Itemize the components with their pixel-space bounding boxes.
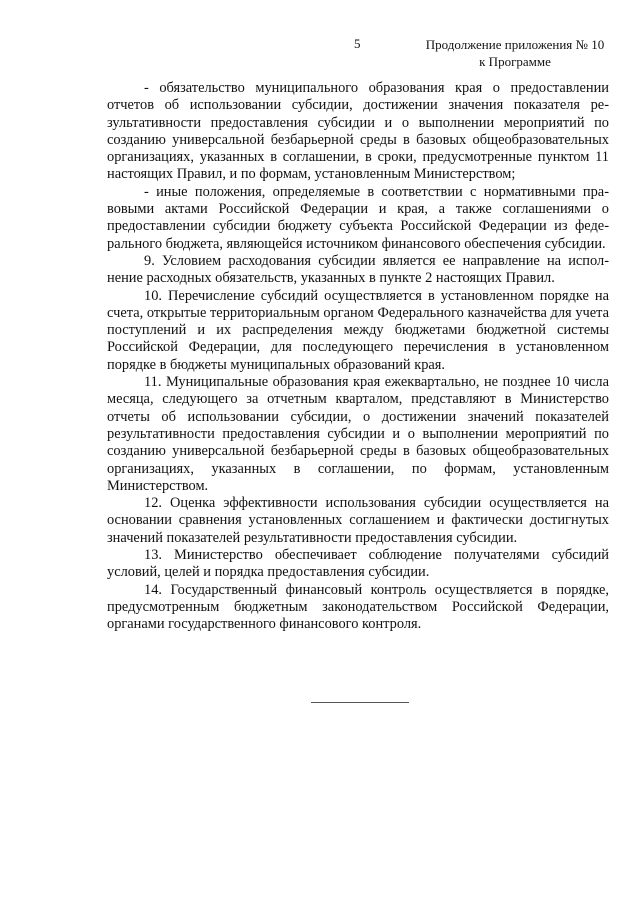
paragraph-11: 11. Муниципальные образования края ежеквартально, не позднее 10 числа месяца, следующего за отчетным кварталом, представляют в Министерство отчеты об использовании субсидии, о достижении значений показателей результативности предоставления субсидии и о выполнении мероприятий по созданию универсальной безбарьерной среды в базовых общеобразовательных организациях, указанных в соглашении, по формам, установленным Министерством. bbox=[107, 374, 609, 494]
paragraph-14: 14. Государственный финансовый контроль осуществляется в порядке, предусмотренным бюджетным законодательством Российской Федерации, органами государственного финансового контроля. bbox=[107, 581, 609, 633]
paragraph-10: 10. Перечисление субсидий осуществляется в установленном порядке на счета, открытые территориальным органом Федерального казначейства для учета поступлений и их распределения между бюджетами бюджетной системы Российской Федерации, для последующего перечисления в установленном порядке в бюджеты муниципальных образований края. bbox=[107, 287, 609, 373]
paragraph-13: 13. Министерство обеспечивает соблюдение получателями субсидий условий, целей и порядка предоставления субсидии. bbox=[107, 547, 609, 581]
page-number: 5 bbox=[354, 36, 361, 51]
header-note-line1: Продолжение приложения № 10 bbox=[425, 37, 605, 52]
header-note bbox=[420, 36, 610, 70]
header-note-line2: к Программе bbox=[479, 54, 551, 69]
paragraph-other-provisions: - иные положения, определяемые в соответствии с нормативными правовыми актами Российской Федерации и края, а также соглашениями о предоставлении субсидии бюджету субъекта Российской Федерации из федерального бюджета, являющейся источником финансового обеспечения субсидии. bbox=[107, 183, 609, 252]
paragraph-9: 9. Условием расходования субсидии является ее направление на исполнение расходных обязательств, указанных в пункте 2 настоящих Правил. bbox=[107, 252, 609, 287]
body-text bbox=[107, 80, 609, 634]
paragraph-12: 12. Оценка эффективности использования субсидии осуществляется на основании сравнения установленных соглашением и фактически достигнутых значений показателей результативности предоставления субсидии. bbox=[107, 495, 609, 546]
end-divider bbox=[311, 702, 409, 703]
paragraph-obligation-reports: - обязательство муниципального образования края о предоставлении отчетов об использовании субсидии, достижении значения показателя результативности предоставления субсидии и о выполнении мероприятий по созданию универсальной безбарьерной среды в базовых общеобразовательных организациях, указанных в соглашении, в сроки, предусмотренные пунктом 11 настоящих Правил, и по формам, установленным Министерством; bbox=[107, 80, 609, 183]
